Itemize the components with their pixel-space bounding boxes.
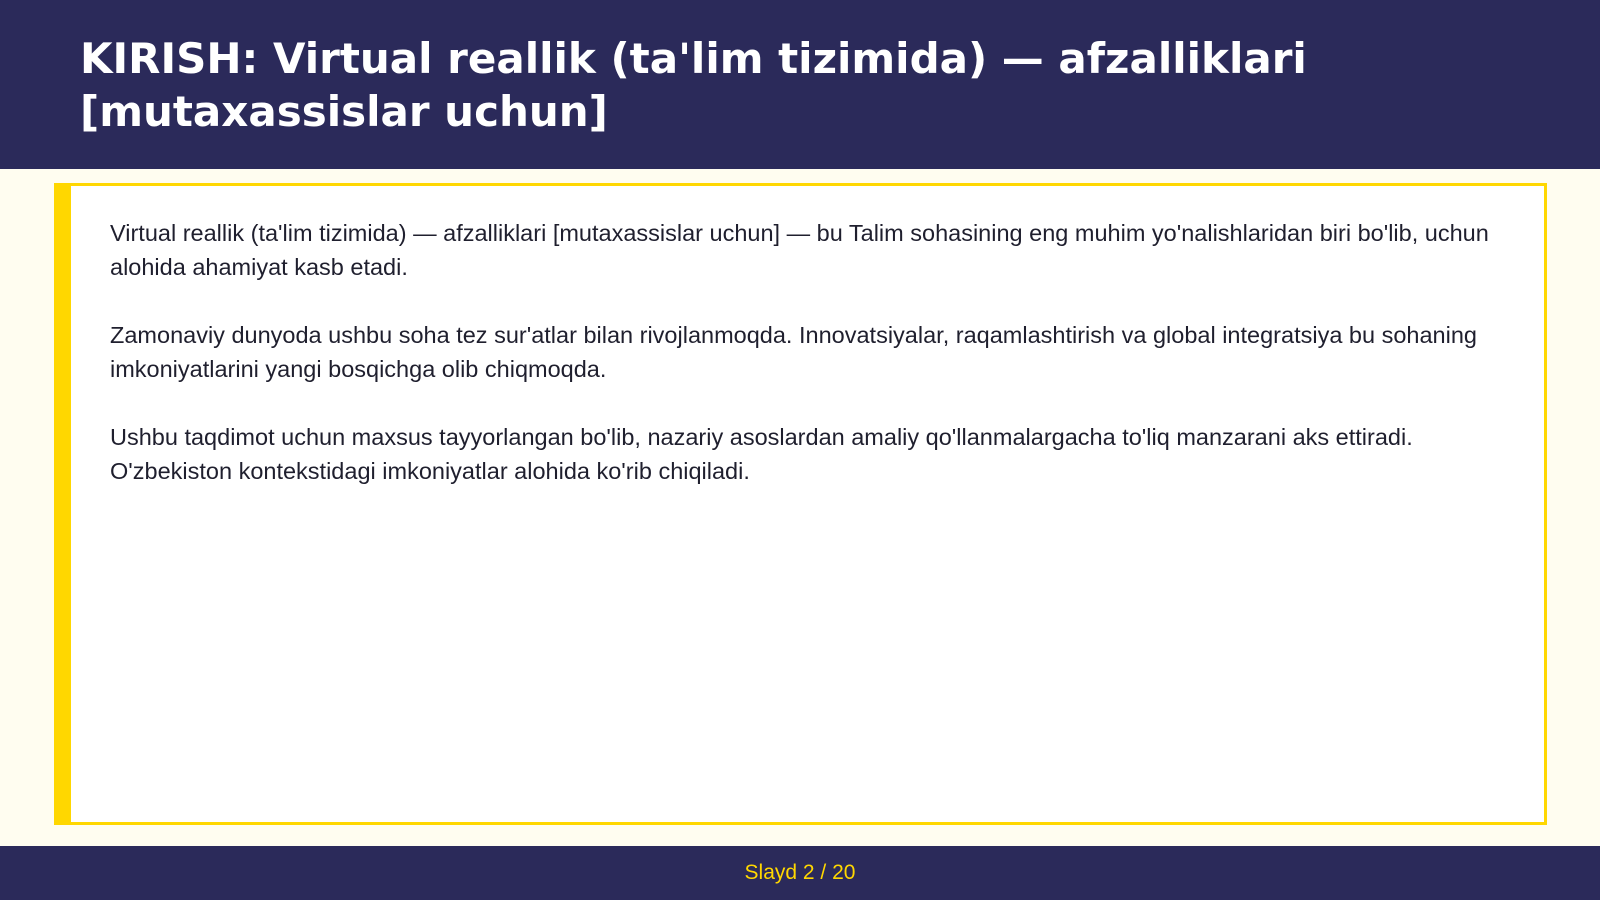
slide-number: Slayd 2 / 20 — [744, 861, 856, 884]
slide-footer — [0, 846, 1600, 900]
paragraph-2: Zamonaviy dunyoda ushbu soha tez sur'atlar bilan rivojlanmoqda. Innovatsiyalar, raqamlashtirish va global integratsiya bu sohaning imkoniyatlarini yangi bosqichga olib chiqmoqda. — [110, 322, 1477, 382]
slide-title: KIRISH: Virtual reallik (ta'lim tizimida) — afzalliklari [mutaxassislar uchun] — [80, 34, 1307, 136]
content-box — [54, 183, 1547, 825]
paragraph-3: Ushbu taqdimot uchun maxsus tayyorlangan bo'lib, nazariy asoslardan amaliy qo'llanmalargacha to'liq manzarani aks ettiradi. O'zbekiston kontekstidagi imkoniyatlar alohida ko'rib chiqiladi. — [110, 424, 1413, 484]
paragraph-1: Virtual reallik (ta'lim tizimida) — afzalliklari [mutaxassislar uchun] — bu Talim sohasining eng muhim yo'nalishlaridan biri bo'lib, uchun alohida ahamiyat kasb etadi. — [110, 220, 1489, 280]
slide-header — [0, 0, 1600, 169]
